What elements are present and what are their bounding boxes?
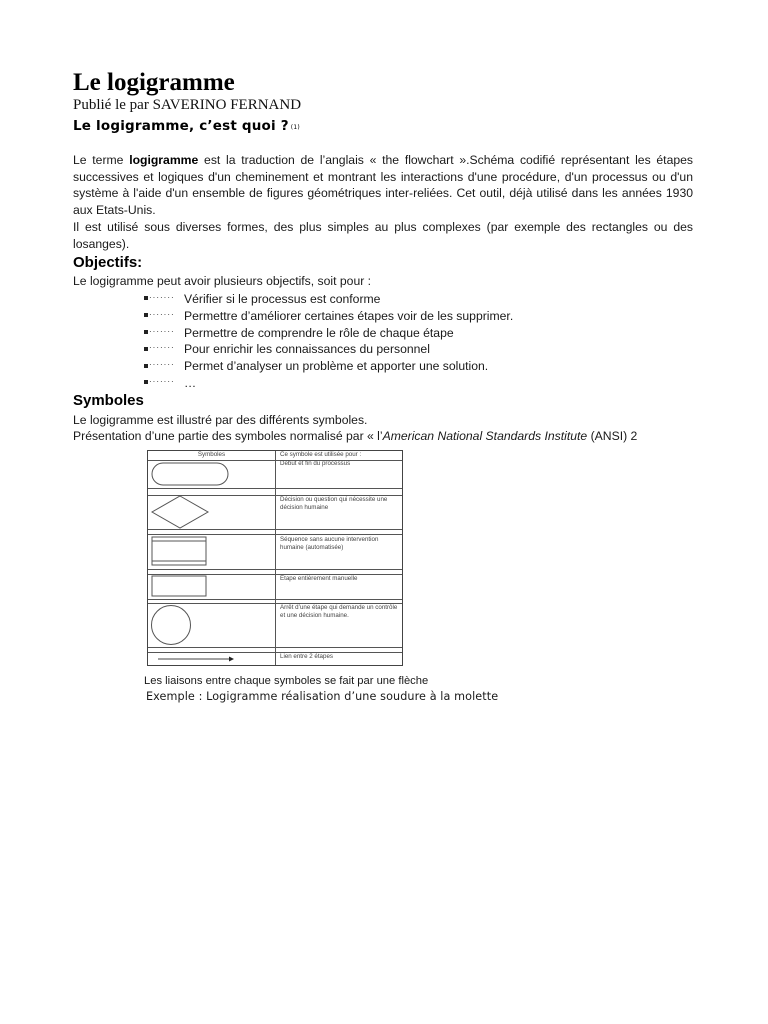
section-heading-symboles: Symboles [73,392,144,409]
table-header-symboles: Symboles [197,451,226,458]
definition-paragraph [73,152,693,218]
usage-paragraph: Il est utilisé sous diverses formes, des plus simples au plus complexes (par exemple des rectangles ou des losanges). [73,220,693,251]
text-run: Le terme [73,153,130,167]
symboles-intro: Le logigramme est illustré par des différents symboles. [73,413,368,427]
footnote-ref: (1) [290,124,300,131]
table-cell-description: Séquence sans aucune intervention humaine (automatisée) [280,536,379,551]
list-item-text: Permet d’analyser un problème et apporter une solution. [184,359,489,374]
table-cell-description: Etape entièrement manuelle [280,575,358,582]
list-item-text: … [184,375,197,390]
objectifs-list [144,291,513,392]
list-item [144,325,513,342]
heading-text: Le logigramme, c’est quoi ? [73,118,289,134]
bullet-square-icon: ······· [144,292,184,310]
table-cell-description: Debut et fin du processus [280,460,351,467]
table-caption: Les liaisons entre chaque symboles se fait par une flèche [144,675,429,687]
row-divider [148,569,402,570]
list-item [144,291,513,308]
link-arrow-icon [156,654,236,664]
text-run: (ANSI) 2 [587,429,638,443]
row-divider [148,529,402,530]
terminator-shape-icon [151,461,231,489]
bold-term: logigramme [129,153,199,167]
example-line [146,689,498,704]
bullet-square-icon: ······· [144,309,184,327]
byline: Publié le par SAVERINO FERNAND [73,97,302,113]
section-heading-objectifs: Objectifs: [73,254,143,271]
text-run: Présentation d’une partie des symboles normalisé par « l’ [73,429,383,443]
bullet-square-icon: ······· [144,326,184,344]
table-cell-description: Lien entre 2 étapes [280,653,333,660]
table-cell-description: Arrêt d’une étape qui demande un contrôle et une décision humaine. [280,604,398,619]
example-label: Exemple [146,690,195,703]
list-item [144,375,513,392]
decision-diamond-icon [151,495,211,529]
table-cell-description: Décision ou question qui nécessite une décision humaine [280,496,388,511]
bullet-square-icon: ······· [144,342,184,360]
symboles-ansi-line [73,428,637,444]
text-run: est la traduction de l’anglais « the flowchart ».Schéma codifié représentant les étapes successives et logiques d'un cheminement et montrant les interactions d'une procédure, d'un processus ou d'un système à l'aide d'un ensemble de figures géométriques inter-reliées. Cet outil, déjà utilisé dans les années 1930 aux Etats-Unis. [73,153,693,217]
objectifs-intro: Le logigramme peut avoir plusieurs objectifs, soit pour : [73,274,372,288]
example-text: : Logigramme réalisation d’une soudure à la molette [194,690,499,703]
list-item-text: Permettre d’améliorer certaines étapes voir de les supprimer. [184,308,514,323]
column-divider [275,451,276,665]
row-divider [148,599,402,600]
list-item [144,358,513,375]
list-item-text: Pour enrichir les connaissances du personnel [184,342,430,357]
bullet-square-icon: ······· [144,376,184,394]
table-header-usage: Ce symbole est utilisée pour : [280,451,362,458]
ansi-name: American National Standards Institute [382,429,588,443]
manual-step-rectangle-icon [151,575,209,599]
list-item-text: Vérifier si le processus est conforme [184,292,381,306]
section-heading-quoi [73,117,300,138]
symbols-table [147,450,403,666]
list-item [144,308,513,325]
bullet-square-icon: ······· [144,359,184,377]
page-title: Le logigramme [73,69,235,96]
process-automated-icon [151,535,209,569]
control-circle-icon [150,604,194,648]
list-item [144,341,513,358]
list-item-text: Permettre de comprendre le rôle de chaque étape [184,325,454,340]
